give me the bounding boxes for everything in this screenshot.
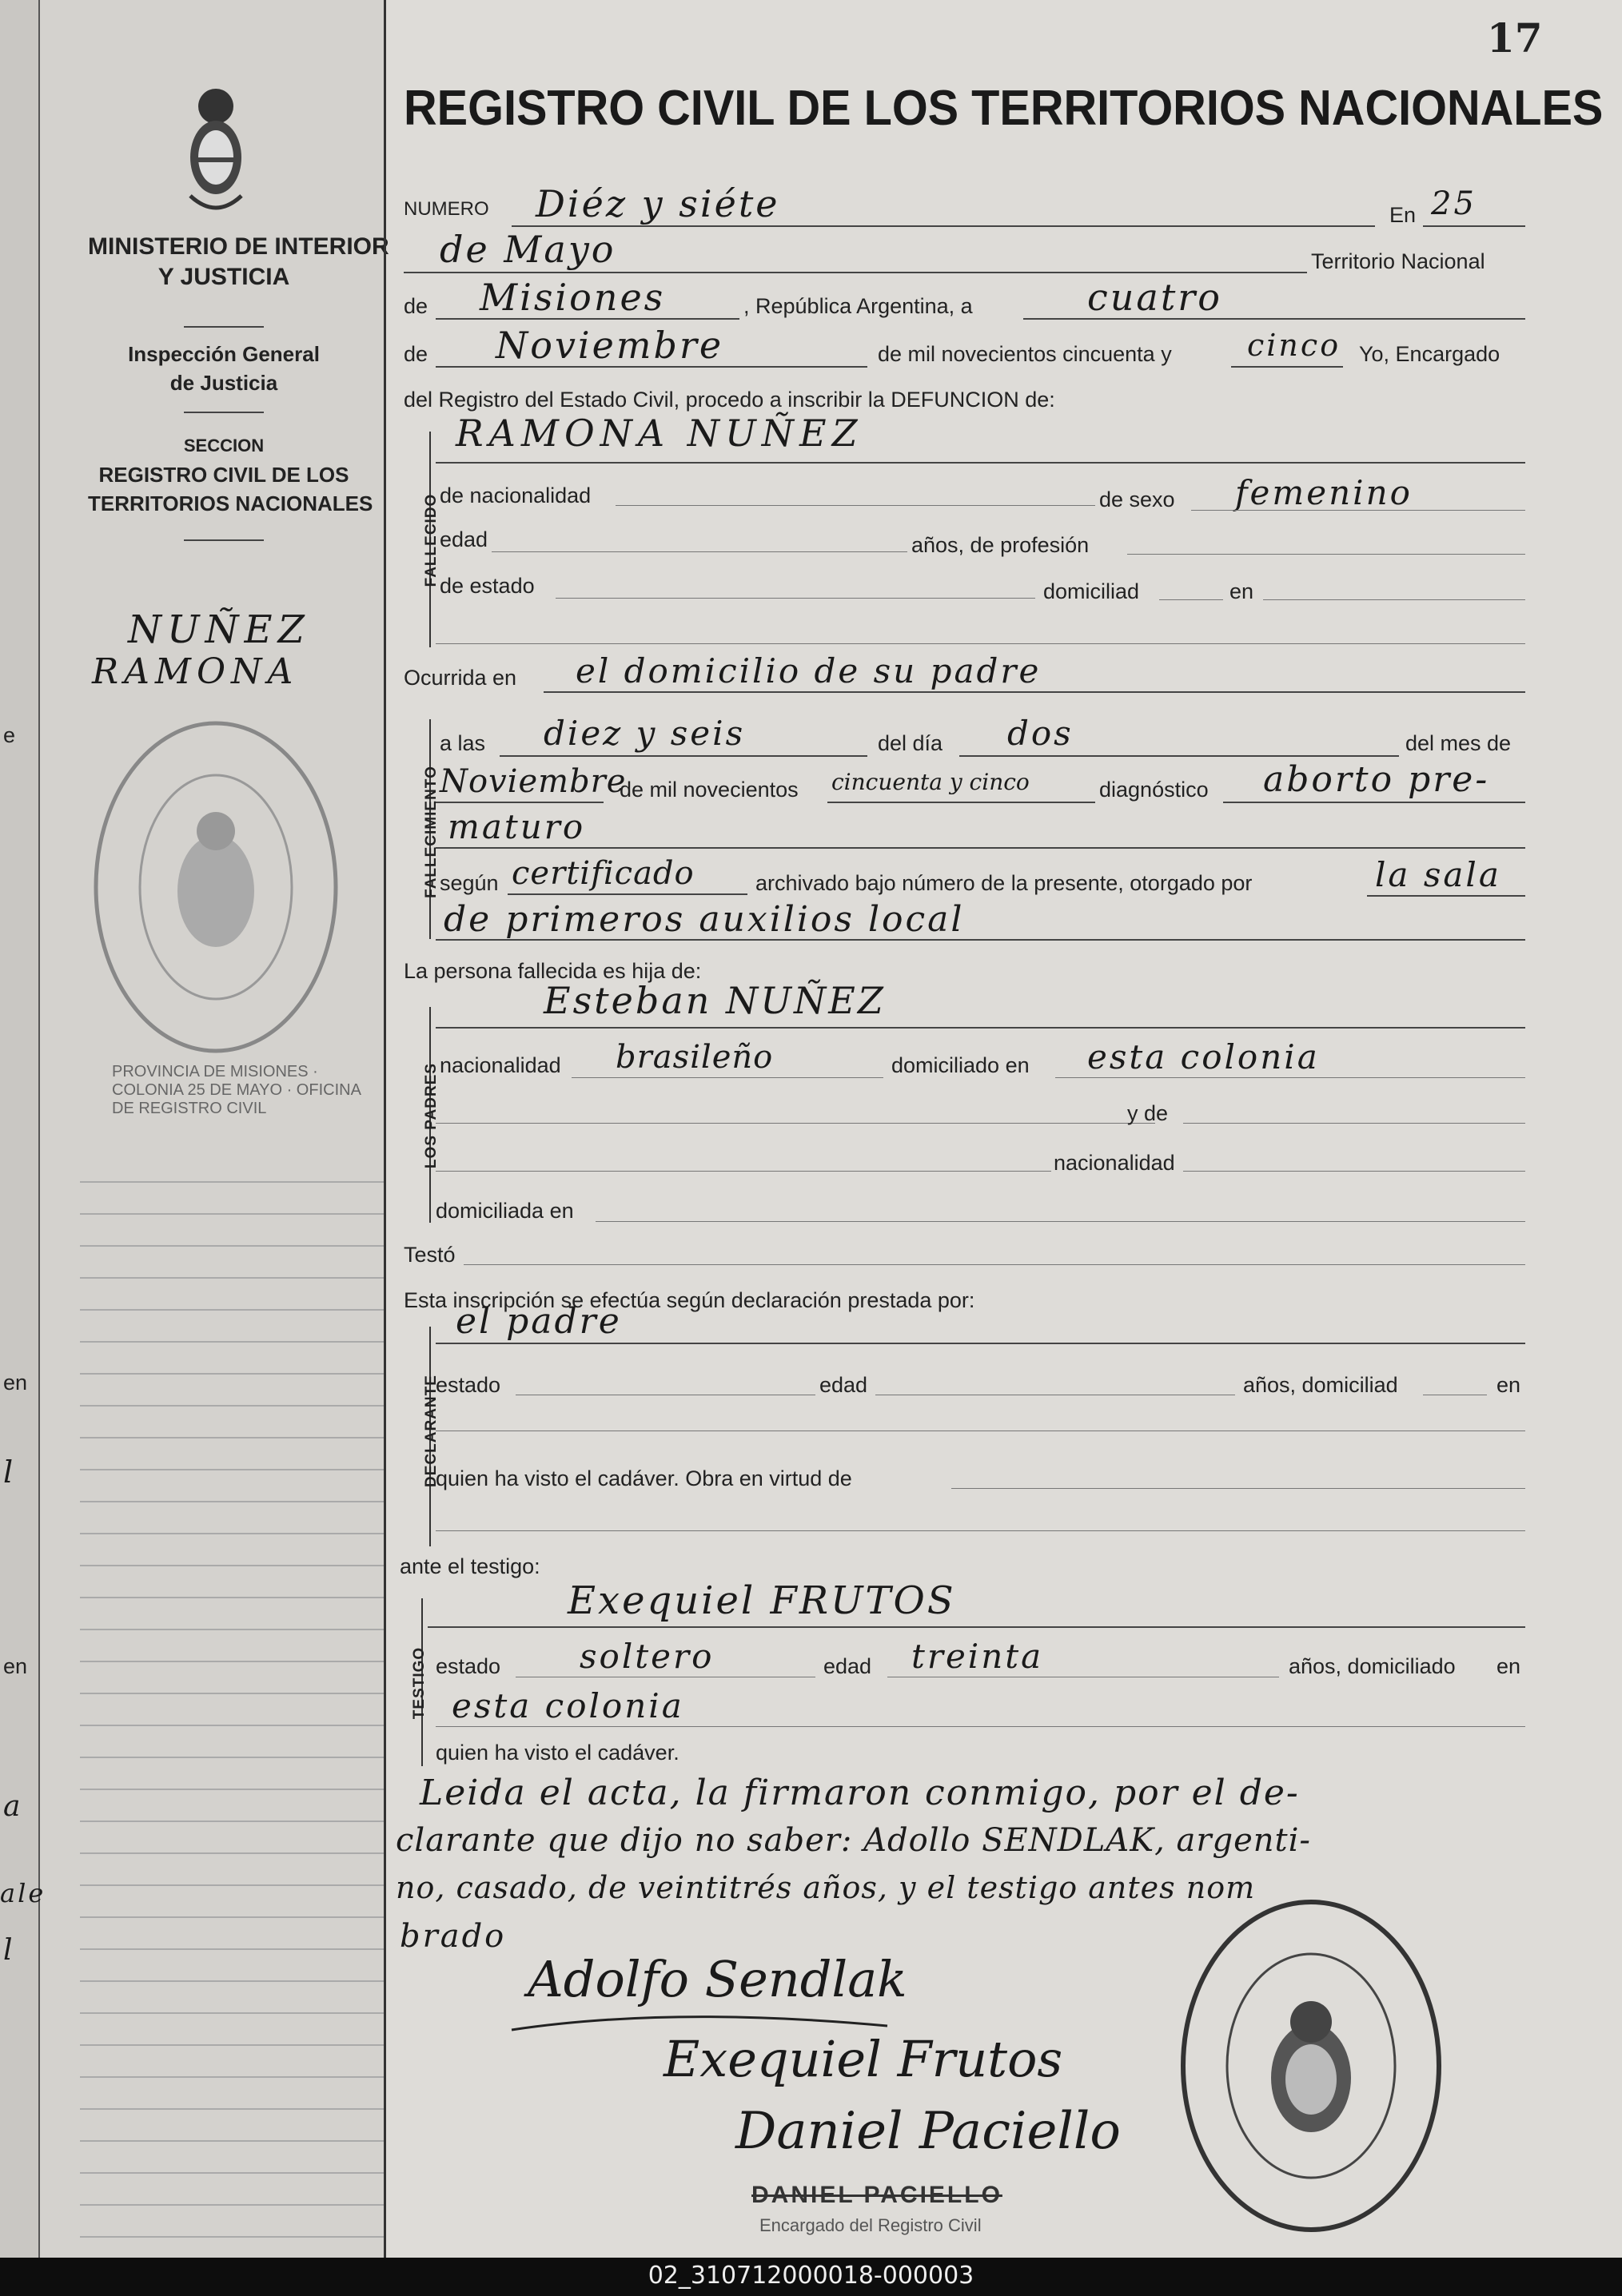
label-mil-nov: de mil novecientos cincuenta y: [878, 342, 1172, 366]
hw-hora: diez y seis: [544, 714, 746, 753]
label-domiciliado-en: domiciliado en: [891, 1053, 1030, 1077]
label-sexo: de sexo: [1099, 487, 1175, 511]
hw-otorgado: la sala: [1375, 855, 1501, 894]
label-hija-de: La persona fallecida es hija de:: [404, 959, 702, 983]
section-heading: SECCION REGISTRO CIVIL DE LOS TERRITORIOS NACIONALES: [88, 436, 373, 515]
prev-fragment: ale: [0, 1878, 46, 1908]
stamp-signer-name: DANIEL PACIELLO: [751, 2182, 1002, 2208]
label-en2: en: [1229, 579, 1254, 603]
label-estado3: estado: [436, 1654, 501, 1678]
hw-cierre1: Leida el acta, la firmaron conmigo, por el de-: [420, 1773, 1300, 1813]
hw-dia: cuatro: [1087, 276, 1222, 319]
label-anos-profesion: años, de profesión: [911, 533, 1090, 557]
hw-ano: cinco: [1247, 328, 1341, 363]
hw-domicilio-testigo: esta colonia: [452, 1686, 684, 1725]
page-title: REGISTRO CIVIL DE LOS TERRITORIOS NACIONALES: [404, 81, 1604, 136]
side-label-declarante: DECLARANTE: [423, 1375, 440, 1487]
label-estado2: estado: [436, 1373, 501, 1397]
label-visto2: quien ha visto el cadáver.: [436, 1741, 679, 1765]
registry-seal-icon: [1175, 1894, 1447, 2238]
label-del-dia: del día: [878, 731, 943, 755]
label-testo: Testó: [404, 1243, 456, 1267]
hw-mes-fall: Noviembre: [440, 763, 627, 800]
label-anos-domiciliado: años, domiciliado: [1289, 1654, 1456, 1678]
prev-fragment: a: [3, 1790, 23, 1823]
label-republica: , República Argentina, a: [743, 294, 973, 318]
label-edad2: edad: [819, 1373, 868, 1397]
label-edad: edad: [440, 527, 488, 551]
previous-page-edge: [0, 0, 46, 2258]
page-number: 17: [1487, 14, 1543, 62]
prev-fragment: en: [3, 1654, 28, 1678]
hw-nacionalidad-padre: brasileño: [616, 1039, 774, 1076]
hw-en: 25: [1431, 185, 1477, 222]
hw-nombre: RAMONA NUÑEZ: [456, 412, 863, 455]
label-inscripcion: Esta inscripción se efectúa según declaración prestada por:: [404, 1288, 975, 1312]
label-diagnostico: diagnóstico: [1099, 778, 1209, 802]
signature-frutos: Exequiel Frutos: [664, 2030, 1063, 2088]
label-a-las: a las: [440, 731, 486, 755]
hw-cierre4: brado: [400, 1918, 507, 1955]
label-yo-encargado: Yo, Encargado: [1359, 342, 1500, 366]
label-de2: de: [404, 342, 428, 366]
registry-seal-icon: [88, 711, 344, 1063]
hw-diagnostico: aborto pre-: [1263, 759, 1490, 800]
hw-de-mayo: de Mayo: [440, 228, 616, 271]
hw-estado-testigo: soltero: [580, 1637, 715, 1676]
label-y-de: y de: [1127, 1101, 1169, 1125]
label-registro-line: del Registro del Estado Civil, procedo a inscribir la DEFUNCION de:: [404, 388, 1055, 412]
stamp-signer-role: Encargado del Registro Civil: [759, 2215, 982, 2235]
hw-padre: Esteban NUÑEZ: [544, 979, 886, 1022]
hw-dia-fall: dos: [1007, 714, 1074, 753]
hw-ano-fall: cincuenta y cinco: [831, 769, 1030, 795]
label-territorio: Territorio Nacional: [1311, 249, 1485, 273]
label-de1: de: [404, 294, 428, 318]
hw-provincia: Misiones: [480, 276, 666, 319]
hw-declarante: el padre: [456, 1301, 622, 1342]
hw-cierre2: clarante que dijo no saber: Adollo SENDLAK, argenti-: [396, 1822, 1311, 1859]
prev-fragment: e: [3, 723, 16, 747]
label-estado: de estado: [440, 574, 535, 598]
main-border: [384, 0, 386, 2258]
signature-paciello: Daniel Paciello: [735, 2102, 1121, 2161]
label-visto: quien ha visto el cadáver. Obra en virtud de: [436, 1466, 852, 1490]
label-anos-domicilio: años, domiciliad: [1243, 1373, 1398, 1397]
hw-edad-testigo: treinta: [911, 1637, 1044, 1676]
hw-sexo: femenino: [1235, 473, 1413, 512]
hw-ocurrida: el domicilio de su padre: [576, 651, 1042, 690]
label-mil-nov2: de mil novecientos: [620, 778, 799, 802]
ruled-lines: [80, 1151, 384, 2254]
hw-cierre3: no, casado, de veintitrés años, y el testigo antes nom: [396, 1870, 1256, 1905]
prev-fragment: l: [3, 1934, 15, 1967]
prev-fragment: en: [3, 1371, 28, 1395]
label-segun: según: [440, 871, 499, 895]
label-domiciliada-en: domiciliada en: [436, 1199, 574, 1223]
label-edad3: edad: [823, 1654, 872, 1678]
coat-of-arms-icon: [185, 84, 246, 212]
label-en3: en: [1496, 1373, 1521, 1397]
side-label-fallecido: FALLECIDO: [423, 493, 440, 587]
label-nacionalidad2: nacionalidad: [440, 1053, 561, 1077]
label-nacionalidad: de nacionalidad: [440, 483, 592, 507]
side-label-testigo: TESTIGO: [411, 1646, 428, 1720]
hw-testigo: Exequiel FRUTOS: [568, 1578, 956, 1623]
inspection-heading: Inspección General de Justicia: [128, 342, 320, 395]
label-en: En: [1389, 203, 1417, 227]
label-numero: NUMERO: [404, 198, 489, 220]
side-label-padres: LOS PADRES: [423, 1062, 440, 1169]
hw-otorgado2: de primeros auxilios local: [444, 899, 965, 940]
hw-segun: certificado: [512, 855, 695, 892]
hw-diagnostico2: maturo: [448, 807, 586, 846]
left-given-name: RAMONA: [92, 651, 299, 692]
label-en4: en: [1496, 1654, 1521, 1678]
hw-mes: Noviembre: [496, 324, 724, 367]
hw-numero: Diéz y siéte: [536, 182, 780, 225]
footer-filename: 02_310712000018-000003: [648, 2262, 974, 2290]
ministry-heading: MINISTERIO DE INTERIOR Y JUSTICIA: [88, 233, 389, 290]
label-archivado: archivado bajo número de la presente, otorgado por: [755, 871, 1253, 895]
left-margin-panel: [0, 0, 389, 2258]
side-label-fallecimiento: FALLECIMIENTO: [423, 766, 440, 898]
label-ante-testigo: ante el testigo:: [400, 1554, 540, 1578]
label-ocurrida: Ocurrida en: [404, 666, 517, 690]
label-del-mes: del mes de: [1405, 731, 1512, 755]
prev-fragment: l: [3, 1454, 16, 1490]
left-surname: NUÑEZ: [128, 607, 310, 652]
hw-domicilio-padre: esta colonia: [1087, 1037, 1320, 1076]
label-nacionalidad3: nacionalidad: [1054, 1151, 1175, 1175]
signature-sendlak: Adolfo Sendlak: [528, 1950, 907, 2008]
label-domicilio: domiciliad: [1043, 579, 1140, 603]
left-seal-text: PROVINCIA DE MISIONES · COLONIA 25 DE MAYO · OFICINA DE REGISTRO CIVIL: [112, 1063, 361, 1117]
